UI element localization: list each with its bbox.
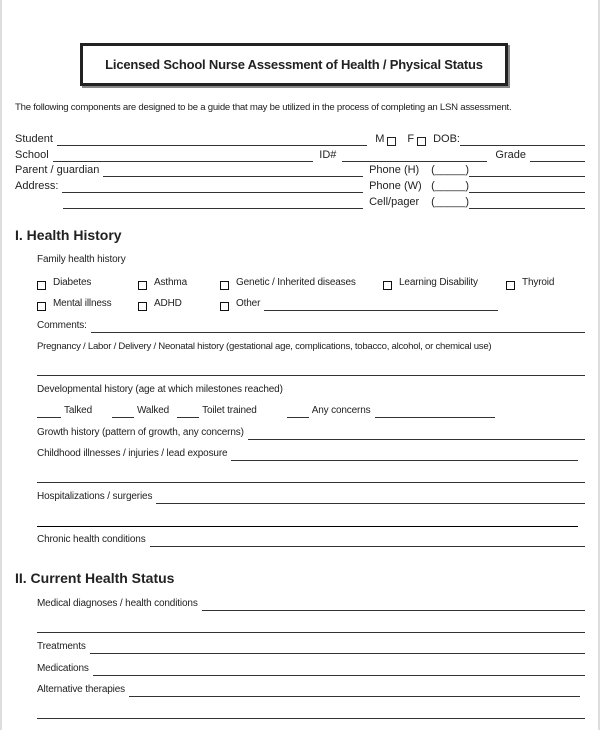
checkbox-icon[interactable] <box>37 302 46 311</box>
cell-label: Cell/pager <box>369 196 420 208</box>
medical-field-2[interactable] <box>37 622 585 633</box>
checkbox-adhd[interactable] <box>138 297 182 311</box>
parent-field[interactable] <box>103 166 363 177</box>
pregnancy-label: Pregnancy / Labor / Delivery / Neonatal history (gestational age, complications, tobacco, alcohol, or chemical use) <box>37 341 492 352</box>
hospital-field-2[interactable] <box>37 516 578 527</box>
chronic-field[interactable] <box>150 536 585 547</box>
checkbox-icon[interactable] <box>138 302 147 311</box>
checkbox-label: Thyroid <box>522 277 555 288</box>
school-label: School <box>15 149 49 161</box>
alternative-row <box>37 683 580 697</box>
checkbox-icon[interactable] <box>506 281 515 290</box>
male-checkbox[interactable] <box>387 137 396 146</box>
walked-label: Walked <box>137 405 170 416</box>
growth-field[interactable] <box>248 429 585 440</box>
treatments-row <box>37 640 585 654</box>
checkbox-label: Asthma <box>154 277 188 288</box>
phone-h-label: Phone (H) <box>369 164 420 176</box>
checkbox-label: Other <box>236 298 261 309</box>
page-edge <box>0 0 2 730</box>
medications-row <box>37 662 585 676</box>
section-heading-health-history: I. Health History <box>15 227 122 243</box>
childhood-field[interactable] <box>231 450 578 461</box>
school-field[interactable] <box>53 151 314 162</box>
alternative-row-2 <box>37 705 585 719</box>
milestones-row <box>37 404 495 418</box>
medical-label: Medical diagnoses / health conditions <box>37 598 198 609</box>
female-checkbox[interactable] <box>417 137 426 146</box>
alternative-field[interactable] <box>129 686 580 697</box>
address-field[interactable] <box>62 182 363 193</box>
family-history-label: Family health history <box>37 254 126 265</box>
parent-label: Parent / guardian <box>15 164 100 176</box>
school-row <box>15 148 585 162</box>
checkbox-other[interactable] <box>220 297 498 311</box>
checkbox-label: Genetic / Inherited diseases <box>236 277 356 288</box>
medical-row <box>37 597 585 611</box>
checkbox-label: Diabetes <box>53 277 92 288</box>
pregnancy-field[interactable] <box>37 365 585 376</box>
treatments-label: Treatments <box>37 641 86 652</box>
grade-field[interactable] <box>530 151 585 162</box>
phone-w-label: Phone (W) <box>369 180 422 192</box>
alternative-field-2[interactable] <box>37 708 585 719</box>
checkbox-icon[interactable] <box>220 302 229 311</box>
area-code-h[interactable]: (_____) <box>431 164 469 176</box>
id-field[interactable] <box>342 151 487 162</box>
checkbox-icon[interactable] <box>138 281 147 290</box>
hospital-row <box>37 490 585 504</box>
female-label: F <box>407 133 415 145</box>
growth-label: Growth history (pattern of growth, any concerns) <box>37 427 244 438</box>
concerns-field[interactable] <box>375 407 495 418</box>
dob-field[interactable] <box>460 135 585 146</box>
comments-label: Comments: <box>37 320 87 331</box>
checkbox-label: ADHD <box>154 298 182 309</box>
pregnancy-row <box>37 362 585 376</box>
chronic-label: Chronic health conditions <box>37 534 146 545</box>
alternative-label: Alternative therapies <box>37 684 126 695</box>
developmental-label: Developmental history (age at which milestones reached) <box>37 384 283 395</box>
other-field[interactable] <box>264 300 498 311</box>
form-title: Licensed School Nurse Assessment of Health / Physical Status <box>80 43 508 86</box>
address-row <box>15 179 585 193</box>
childhood-field-2[interactable] <box>37 472 585 483</box>
checkbox-genetic[interactable] <box>220 276 356 290</box>
comments-field[interactable] <box>91 322 585 333</box>
section-heading-current-health: II. Current Health Status <box>15 570 175 586</box>
checkbox-icon[interactable] <box>383 281 392 290</box>
medical-row-2 <box>37 619 585 633</box>
address-field-2[interactable] <box>63 198 363 209</box>
chronic-row <box>37 533 585 547</box>
medical-field[interactable] <box>202 600 585 611</box>
checkbox-mental[interactable] <box>37 297 111 311</box>
student-label: Student <box>15 133 53 145</box>
male-label: M <box>375 133 385 145</box>
address2-row <box>63 195 585 209</box>
talked-field[interactable] <box>37 407 61 418</box>
comments-row <box>37 319 585 333</box>
growth-row <box>37 426 585 440</box>
phone-w-field[interactable] <box>469 182 585 193</box>
medications-label: Medications <box>37 663 89 674</box>
grade-label: Grade <box>495 149 526 161</box>
concerns-short-field[interactable] <box>287 407 309 418</box>
childhood-row-2 <box>37 469 585 483</box>
treatments-field[interactable] <box>90 643 585 654</box>
checkbox-icon[interactable] <box>37 281 46 290</box>
toilet-label: Toilet trained <box>202 405 257 416</box>
walked-field[interactable] <box>112 407 134 418</box>
checkbox-thyroid[interactable] <box>506 276 554 290</box>
toilet-field[interactable] <box>177 407 199 418</box>
checkbox-diabetes[interactable] <box>37 276 91 290</box>
checkbox-learning[interactable] <box>383 276 478 290</box>
intro-text: The following components are designed to be a guide that may be utilized in the process of completing an LSN assessment. <box>15 102 512 113</box>
parent-row <box>15 163 585 177</box>
concerns-label: Any concerns <box>311 405 371 416</box>
area-code-cell[interactable]: (_____) <box>431 196 469 208</box>
hospital-field[interactable] <box>156 493 585 504</box>
dob-label: DOB: <box>433 133 460 145</box>
checkbox-asthma[interactable] <box>138 276 187 290</box>
area-code-w[interactable]: (_____) <box>431 180 469 192</box>
checkbox-icon[interactable] <box>220 281 229 290</box>
childhood-label: Childhood illnesses / injuries / lead exposure <box>37 448 228 459</box>
student-row <box>15 132 585 146</box>
medications-field[interactable] <box>93 665 585 676</box>
cell-field[interactable] <box>469 198 585 209</box>
checkbox-label: Mental illness <box>53 298 112 309</box>
childhood-row <box>37 447 578 461</box>
checkbox-label: Learning Disability <box>399 277 478 288</box>
address-label: Address: <box>15 180 59 192</box>
hospital-label: Hospitalizations / surgeries <box>37 491 153 502</box>
student-field[interactable] <box>57 135 367 146</box>
hospital-row-2 <box>37 513 578 527</box>
phone-h-field[interactable] <box>469 166 585 177</box>
talked-label: Talked <box>64 405 93 416</box>
id-label: ID# <box>319 149 337 161</box>
